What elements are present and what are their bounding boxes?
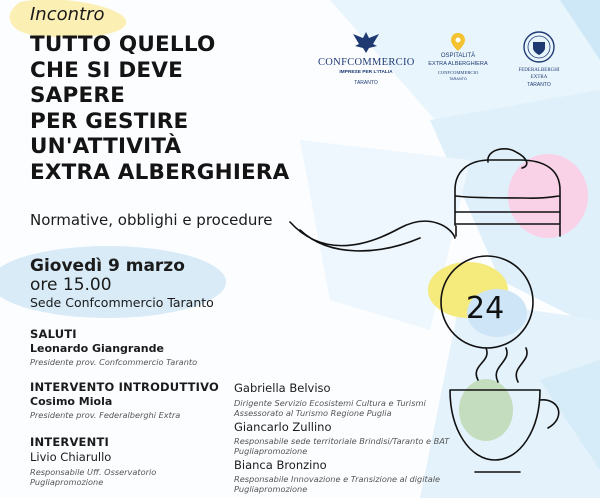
speaker-name: Livio Chiarullo: [30, 450, 112, 464]
title-line: UN'ATTIVITÀ: [30, 134, 182, 159]
ospitalita-extra-logo: [428, 32, 488, 92]
speaker-name: Giancarlo Zullino: [234, 420, 332, 434]
speaker-name: Bianca Bronzino: [234, 458, 327, 472]
speaker-role: Responsabile Innovazione e Transizione al digitale: [234, 474, 441, 484]
event-date: Giovedì 9 marzo: [30, 256, 185, 276]
federalberghi-logo: [510, 30, 568, 94]
confcommercio-logo: [318, 30, 414, 86]
speaker-name: Cosimo Miola: [30, 395, 113, 408]
speaker-name: Leonardo Giangrande: [30, 342, 164, 355]
clock-number: 24: [466, 291, 505, 326]
confcommercio-city: TARANTO: [354, 80, 378, 86]
title-line: SAPERE: [30, 83, 126, 108]
location-pin-icon: [449, 32, 467, 52]
ospitalita-line1: OSPITALITÀ: [440, 53, 476, 59]
event-venue: Sede Confcommercio Taranto: [30, 295, 214, 310]
confcommercio-name: CONFCOMMERCIO: [318, 57, 415, 68]
event-title: [30, 32, 290, 185]
crest-emblem-icon: [522, 30, 556, 64]
eagle-emblem-icon: [351, 30, 381, 54]
speaker-role: Responsabile sede territoriale Brindisi/Taranto e BAT: [234, 436, 450, 446]
speaker-role: Responsabile Uff. Osservatorio: [30, 467, 157, 477]
title-line: CHE SI DEVE: [30, 57, 183, 83]
confcommercio-tagline: IMPRESE PER L'ITALIA: [339, 70, 393, 75]
event-time: ore 15.00: [30, 275, 112, 295]
federalberghi-line1: FEDERALBERGHI: [518, 68, 560, 73]
speaker-role: Pugliapromozione: [234, 484, 308, 494]
event-subtitle: Normative, obblighi e procedure: [30, 211, 273, 229]
speaker-role: Dirigente Servizio Ecosistemi Cultura e Turismi: [234, 398, 426, 408]
section-heading-saluti: SALUTI: [30, 327, 77, 341]
green-blob: [459, 379, 513, 441]
kicker-label: Incontro: [30, 4, 105, 25]
ospitalita-line4: TARANTO: [449, 77, 467, 81]
section-heading-introduttivo: INTERVENTO INTRODUTTIVO: [30, 380, 220, 394]
title-line: TUTTO QUELLO: [30, 32, 216, 57]
ospitalita-line3: CONFCOMMERCIO: [437, 70, 479, 75]
speaker-role: Presidente prov. Federalberghi Extra: [30, 410, 181, 420]
speaker-role: Assessorato al Turismo Regione Puglia: [234, 408, 392, 418]
federalberghi-line2: EXTRA: [530, 75, 548, 80]
speaker-role: Presidente prov. Confcommercio Taranto: [30, 357, 198, 367]
speaker-role: Pugliapromozione: [30, 477, 104, 487]
speaker-role: Pugliapromozione: [234, 446, 308, 456]
ospitalita-line2: EXTRA ALBERGHIERA: [428, 61, 488, 67]
section-heading-interventi: INTERVENTI: [30, 435, 109, 449]
federalberghi-line3: TARANTO: [527, 82, 551, 88]
speaker-name: Gabriella Belviso: [234, 381, 331, 395]
title-line: PER GESTIRE: [30, 108, 189, 134]
title-line: EXTRA ALBERGHIERA: [30, 159, 290, 185]
